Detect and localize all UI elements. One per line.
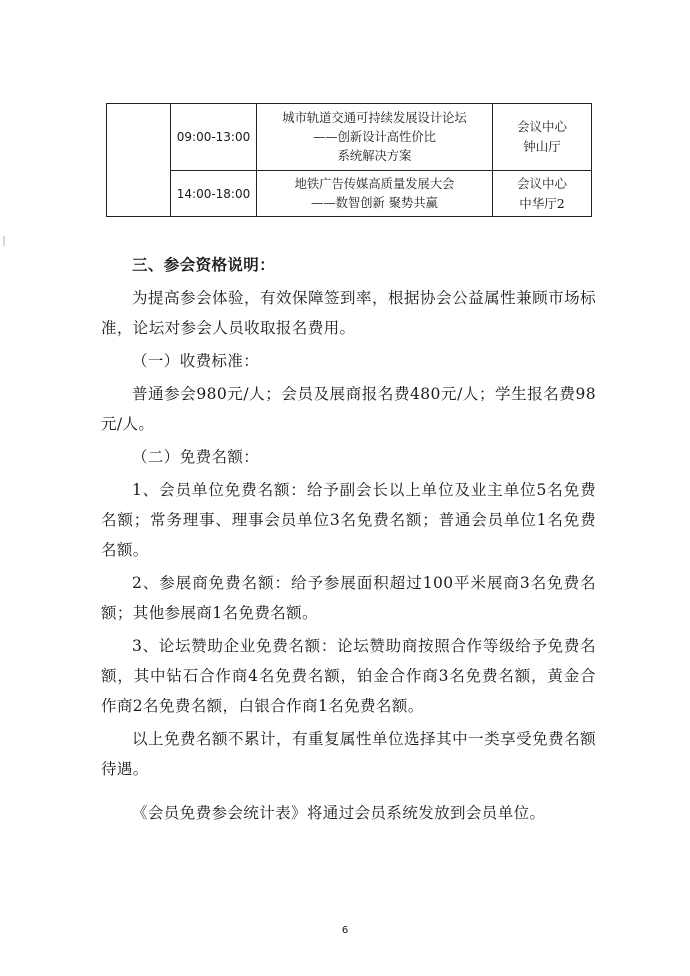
free-quota-item: 1、会员单位免费名额：给予副会长以上单位及业主单位5名免费名额；常务理事、理事会员单位3名免费名额；普通会员单位1名免费名额。 [101,481,596,559]
topic-line: ——创新设计高性价比 [313,129,436,144]
scan-mark [3,236,5,246]
venue-cell [493,104,592,171]
fee-paragraph: 普通参会980元/人；会员及展商报名费480元/人；学生报名费98元/人。 [101,385,596,433]
table-row [107,171,592,217]
venue-line: 会议中心 [516,119,567,134]
table-row [107,104,592,171]
topic-line: 系统解决方案 [337,148,412,163]
venue-line: 中华厅2 [519,195,565,211]
note-paragraph: 以上免费名额不累计，有重复属性单位选择其中一类享受免费名额待遇。 [101,730,596,778]
closing-paragraph: 《会员免费参会统计表》将通过会员系统发放到会员单位。 [132,804,546,822]
topic-line: 地铁广告传媒高质量发展大会 [294,176,455,191]
venue-line: 会议中心 [516,175,567,191]
free-quota-item: 2、参展商免费名额：给予参展面积超过100平米展商3名免费名额；其他参展商1名免费名额。 [101,574,596,622]
intro-paragraph: 为提高参会体验，有效保障签到率，根据协会公益属性兼顾市场标准，论坛对参会人员收取报名费用。 [101,289,596,337]
date-cell [107,104,171,217]
topic-line: 城市轨道交通可持续发展设计论坛 [282,110,467,125]
free-quota-subheading: （二）免费名额： [132,448,260,466]
page-number: 6 [341,925,349,936]
venue-line: 钟山厅 [523,139,561,154]
fee-subheading: （一）收费标准： [132,352,260,370]
topic-line: ——数智创新 聚势共赢 [311,195,438,210]
section-heading: 三、参会资格说明： [132,255,276,274]
free-quota-item: 3、论坛赞助企业免费名额：论坛赞助商按照合作等级给予免费名额，其中钻石合作商4名免费名额，铂金合作商3名免费名额，黄金合作商2名免费名额，白银合作商1名免费名额。 [101,637,596,715]
document-body [101,250,596,831]
topic-cell [257,171,493,217]
topic-cell [257,104,493,171]
schedule-table [106,103,592,217]
time-cell: 14:00-18:00 [171,171,257,217]
venue-cell [493,171,592,217]
time-cell: 09:00-13:00 [171,104,257,171]
